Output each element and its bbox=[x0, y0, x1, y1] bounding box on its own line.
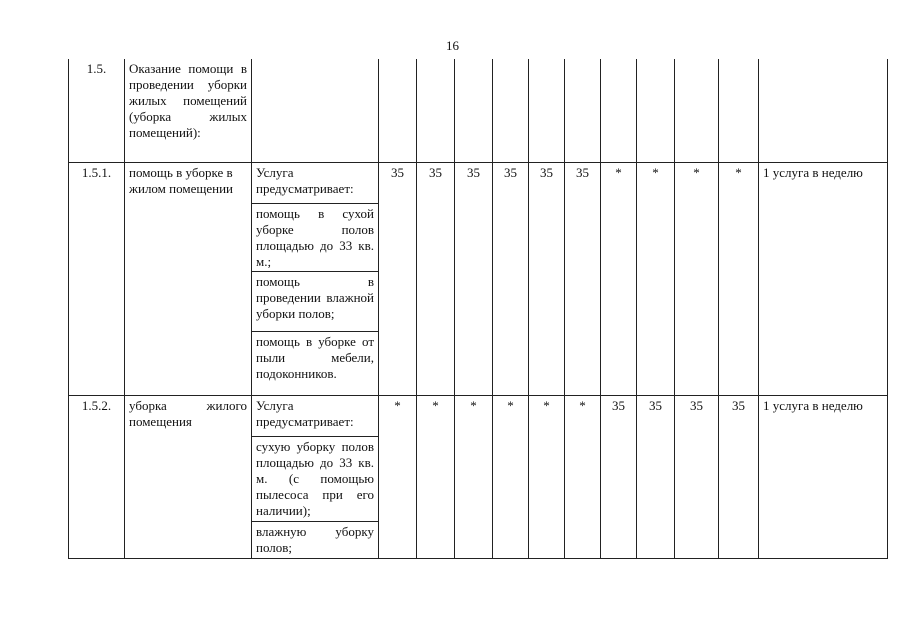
content-item: влажную уборку полов; bbox=[256, 523, 374, 555]
table-row bbox=[69, 59, 888, 162]
frequency-cell: 1 услуга в неделю bbox=[759, 162, 888, 395]
value-cell bbox=[529, 59, 565, 162]
value-cell bbox=[601, 59, 637, 162]
frequency-cell bbox=[759, 59, 888, 162]
value-cell: * bbox=[601, 162, 637, 395]
value-cell: * bbox=[417, 395, 455, 558]
service-content bbox=[252, 59, 379, 162]
value-cell: 35 bbox=[493, 162, 529, 395]
service-name: уборка жилого помещения bbox=[125, 395, 252, 558]
service-content bbox=[252, 395, 379, 558]
value-cell bbox=[675, 59, 719, 162]
value-cell: 35 bbox=[719, 395, 759, 558]
row-number: 1.5. bbox=[69, 59, 125, 162]
service-name: помощь в уборке в жилом помещении bbox=[125, 162, 252, 395]
service-name: Оказание помощи в проведении уборки жилых помещений (уборка жилых помещений): bbox=[125, 59, 252, 162]
value-cell: * bbox=[719, 162, 759, 395]
content-item: помощь в сухой уборке полов площадью до 33 кв. м.; bbox=[252, 204, 378, 272]
value-cell: * bbox=[565, 395, 601, 558]
value-cell: 35 bbox=[379, 162, 417, 395]
value-cell: 35 bbox=[529, 162, 565, 395]
content-item: помощь в уборке от пыли мебели, подоконников. bbox=[256, 333, 374, 381]
value-cell: 35 bbox=[417, 162, 455, 395]
value-cell: * bbox=[637, 162, 675, 395]
value-cell: * bbox=[455, 395, 493, 558]
content-item: помощь в проведении влажной уборки полов; bbox=[252, 272, 378, 332]
value-cell: * bbox=[529, 395, 565, 558]
services-table bbox=[68, 59, 888, 559]
value-cell bbox=[455, 59, 493, 162]
table-row bbox=[69, 162, 888, 395]
value-cell bbox=[637, 59, 675, 162]
table-row bbox=[69, 395, 888, 558]
value-cell: 35 bbox=[565, 162, 601, 395]
value-cell: * bbox=[493, 395, 529, 558]
value-cell: 35 bbox=[637, 395, 675, 558]
service-content bbox=[252, 162, 379, 395]
value-cell: 35 bbox=[601, 395, 637, 558]
value-cell: 35 bbox=[455, 162, 493, 395]
content-item: сухую уборку полов площадью до 33 кв. м. (с помощью пылесоса при его наличии); bbox=[252, 437, 378, 522]
value-cell bbox=[379, 59, 417, 162]
value-cell: 35 bbox=[675, 395, 719, 558]
value-cell: * bbox=[379, 395, 417, 558]
frequency-cell: 1 услуга в неделю bbox=[759, 395, 888, 558]
content-item: Услуга предусматривает: bbox=[252, 396, 378, 437]
row-number: 1.5.1. bbox=[69, 162, 125, 395]
value-cell: * bbox=[675, 162, 719, 395]
row-number: 1.5.2. bbox=[69, 395, 125, 558]
page-number: 16 bbox=[446, 38, 459, 53]
value-cell bbox=[417, 59, 455, 162]
value-cell bbox=[493, 59, 529, 162]
value-cell bbox=[565, 59, 601, 162]
value-cell bbox=[719, 59, 759, 162]
content-item: Услуга предусматривает: bbox=[252, 163, 378, 204]
